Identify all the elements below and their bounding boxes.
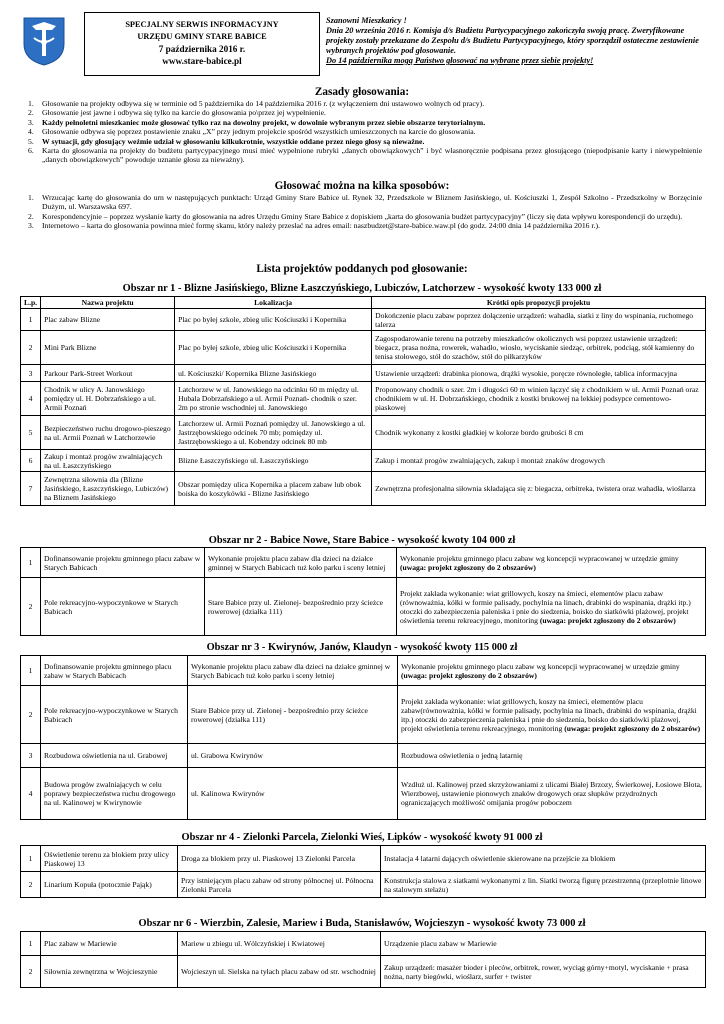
description-text: Projekt zakłada wykonanie: wiat grillowych, koszy na śmieci, elementów placu zabaw(równoważnia, kółki w formie palisady, pochylnia na linach, drabinki do wspinania, drążki itp.) otoczki do zabezpieczenia paleniska i pnie do siedzenia, boisko do siatkówki plażowej, projekt oświetlenia terenu rekreacyjnego, monitoring (401, 696, 697, 733)
way-item: 1. Wrzucając kartę do głosowania do urn w następujących punktach: Urząd Gminy Stare Babice ul. Rynek 32, Przedszkole w Bliznem Jasińskiego, ul. Kościuszki 1, Zespół Szkolno - Przedszkolny w Borzęcinie Dużym, ul. Warszawska 697. (28, 193, 702, 212)
row-number: 1 (21, 548, 41, 578)
description-text: Zewnętrzna profesjonalna siłownia składająca się z: biegacza, orbitreka, twistera oraz wahadła, wioślarza (375, 484, 696, 493)
project-location: Wykonanie projektu placu zabaw dla dzieci na działce gminnej w Starych Babicach tuż koło parku i sceny letniej (205, 548, 397, 578)
project-location: ul. Kalinowa Kwirynów (188, 768, 398, 820)
ways-list (28, 193, 702, 231)
rule-item: 5. W sytuacji, gdy głosujący weźmie udział w głosowaniu kilkukrotnie, wszystkie oddane przez niego głosy są nieważne. (28, 136, 425, 146)
project-location: Latchorzew ul. Armii Poznań pomiędzy ul. Janowskiego a ul. Jastrzębowskiego odcinek 70 mb; pomiędzy ul. Jastrzębowskiego a ul. Kobendzy odcinek 80 mb (175, 416, 372, 450)
project-description (398, 656, 706, 686)
rules-title: Zasady głosowania: (314, 86, 410, 98)
project-name: Oświetlenie terenu za blokiem przy ulicy Piaskowej 13 (41, 846, 178, 872)
rule-item: 3. Każdy pełnoletni mieszkaniec może głosować tylko raz na dowolny projekt, w dowolnie wybranym przez siebie obszarze terytorialnym. (28, 117, 486, 127)
row-number: 7 (21, 472, 41, 506)
area-4-table (20, 845, 706, 898)
project-description (398, 686, 706, 744)
project-name: Siłownia zewnętrzna w Wojcieszynie (41, 956, 178, 988)
row-number: 2 (21, 872, 41, 898)
ways-title: Głosować można na kilka sposobów: (274, 180, 450, 192)
project-description (381, 932, 706, 956)
description-note: (uwaga: projekt zgłoszony do 2 obszarów) (564, 723, 701, 733)
description-note: (uwaga: projekt zgłoszony do 2 obszarów) (401, 670, 537, 680)
area-6-table (20, 931, 706, 988)
project-name: Plac zabaw w Mariewie (41, 932, 178, 956)
project-description (398, 744, 706, 768)
row-number: 2 (21, 686, 41, 744)
description-text: Zagospodarowanie terenu na potrzeby mieszkańców okolicznych wsi poprzez ustawienie urządzeń: biegacz, prasa nożna, rowerek, wahadło, wiosło, wyciskanie siedząc, orbitrek, podciąg, stół kamienny do tenisa stołowego, stół do szachów, stół do piłkarzyków (375, 334, 695, 361)
area-6-title: Obszar nr 6 - Wierzbin, Zalesie, Mariew i Buda, Stanisławów, Wojcieszyn - wysokość kwoty 73 000 zł (138, 918, 586, 929)
project-location: Stare Babice przy ul. Zielonej - bezpośrednio przy ścieżce rowerowej (działka 111) (188, 686, 398, 744)
project-name: Linarium Kopuła (potocznie Pająk) (41, 872, 178, 898)
table-row (21, 309, 706, 331)
description-text: Ustawienie urządzeń: drabinka pionowa, drążki wysokie, poręcze równoległe, tablica informacyjna (375, 368, 678, 378)
area-4-title: Obszar nr 4 - Zielonki Parcela, Zielonki Wieś, Lipków - wysokość kwoty 91 000 zł (181, 832, 543, 843)
description-text: Konstrukcja stalowa z siatkami wykonanymi z lin. Siatki tworzą figurę przestrzenną (przeplotnie linowe na stalowym stelażu) (384, 875, 702, 894)
project-name: Pole rekreacyjno-wypoczynkowe w Starych Babicach (41, 578, 205, 636)
table-row (21, 382, 706, 416)
rule-item: 4. Głosowanie odbywa się poprzez postawienie znaku „X” przy jednym projekcie spośród wszystkich umieszczonych na karcie do głosowania. (28, 127, 476, 137)
description-text: Wykonanie projektu gminnego placu zabaw wg koncepcji wypracowanej w urzędzie gminy (401, 661, 680, 671)
row-number: 1 (21, 656, 41, 686)
area-3-table (20, 655, 706, 820)
header-date: 7 października 2016 r. (158, 44, 246, 54)
project-description (398, 768, 706, 820)
col-header-location: Lokalizacja (175, 297, 372, 309)
table-row (21, 872, 706, 898)
project-description (372, 450, 706, 472)
row-number: 2 (21, 578, 41, 636)
table-row (21, 744, 706, 768)
project-description (381, 846, 706, 872)
project-location: Obszar pomiędzy ulica Kopernika a placem zabaw lub obok boiska do koszykówki - Blizne Jasińskiego (175, 472, 372, 506)
rule-item: 2. Głosowanie jest jawne i odbywa się tylko na karcie do głosowania po\przez jej wypełnienie. (28, 108, 326, 118)
project-description (372, 472, 706, 506)
table-row (21, 331, 706, 365)
way-item: 2. Korespondencyjnie – poprzez wysłanie karty do głosowania na adres Urzędu Gminy Stare Babice z dopiskiem „karta do głosowania budżet partycypacyjny” (liczy się data wpływu korespondencji do urzędu). (28, 211, 683, 221)
rules-list (28, 99, 702, 165)
way-item: 3. Internetowo – karta do głosowania powinna mieć formę skanu, który należy przesłać na adres email: naszbudzet@stare-babice.waw.pl (do godz. 24:00 dnia 14 października 2016 r.). (28, 221, 600, 231)
notice-deadline: Do 14 października mogą Państwo głosować na wybrane przez siebie projekty! (326, 56, 594, 65)
project-name: Mini Park Blizne (41, 331, 175, 365)
project-location: Wykonanie projektu placu zabaw dla dzieci na działce gminnej w Starych Babicach tuż koło parku i sceny letniej (188, 656, 398, 686)
project-description (372, 365, 706, 382)
project-location: Plac po byłej szkole, zbieg ulic Kościuszki i Kopernika (175, 331, 372, 365)
row-number: 4 (21, 768, 41, 820)
table-row (21, 548, 706, 578)
project-name: Dofinansowanie projektu gminnego placu zabaw w Starych Babicach (41, 548, 205, 578)
description-text: Dokończenie placu zabaw poprzez dołączenie urządzeń: wahadła, siatki z liny do wspinania, ruchomego talerza (375, 310, 694, 329)
description-text: Zakup urządzeń: masażer bioder i pleców, orbitrek, rower, wyciąg górny+motyl, wyciskanie + prasa nożna, narty biegówki, wioślarz, surfer + twister (384, 962, 689, 981)
project-location: Blizne Łaszczyńskiego ul. Łaszczyńskiego (175, 450, 372, 472)
project-name: Bezpieczeństwo ruchu drogowo-pieszego na ul. Armii Poznań w Latchorzewie (41, 416, 175, 450)
header-website: www.stare-babice.pl (162, 56, 242, 66)
description-text: Chodnik wykonany z kostki gładkiej w kolorze bordo grubości 8 cm (375, 428, 584, 437)
description-text: Wykonanie projektu gminnego placu zabaw wg koncepcji wypracowanej w urzędzie gminy (400, 553, 679, 563)
area-2-table (20, 547, 706, 636)
project-description (372, 331, 706, 365)
description-text: Projekt zakłada wykonanie: wiat grillowych, koszy na śmieci, elementów placu zabaw (równoważnia, kółki w formie palisady, pochylnia na linach, drabinki do wspinania, drążki itp.) otoczki do zabezpieczenia paleniska i pnie do siedzenia, boisko do siatkówki plażowej, projekt oświetlenia terenu rekreacyjnego, monitoring (400, 588, 691, 625)
project-location: Droga za blokiem przy ul. Piaskowej 13 Zielonki Parcela (178, 846, 381, 872)
project-description (381, 956, 706, 988)
project-name: Zakup i montaż progów zwalniających na ul. Łaszczyńskiego (41, 450, 175, 472)
area-1-table (20, 296, 706, 506)
project-location: Plac po byłej szkole, zbieg ulic Kościuszki i Kopernika (175, 309, 372, 331)
row-number: 1 (21, 309, 41, 331)
project-name: Parkour Park-Street Workout (41, 365, 175, 382)
description-text: Urządzenie placu zabaw w Mariewie (384, 939, 497, 948)
row-number: 1 (21, 846, 41, 872)
area-1-title: Obszar nr 1 - Blizne Jasińskiego, Blizne Łaszczyńskiego, Lubiczów, Latchorzew - wysokość kwoty 133 000 zł (122, 283, 602, 294)
row-number: 3 (21, 744, 41, 768)
area-2-title: Obszar nr 2 - Babice Nowe, Stare Babice - wysokość kwoty 104 000 zł (208, 535, 516, 546)
project-description (381, 872, 706, 898)
col-header-name: Nazwa projektu (41, 297, 175, 309)
table-row (21, 450, 706, 472)
area-3-title: Obszar nr 3 - Kwirynów, Janów, Klaudyn - wysokość kwoty 115 000 zł (206, 642, 518, 653)
description-text: Zakup i montaż progów zwalniających, zakup i montaż znaków drogowych (375, 456, 605, 465)
description-note: (uwaga: projekt zgłoszony do 2 obszarów) (400, 562, 536, 572)
row-number: 6 (21, 450, 41, 472)
project-name: Zewnętrzna siłownia dla (Blizne Jasińskiego, Łaszczyńskiego, Lubiczów) na Bliznem Jasińskiego (41, 472, 175, 506)
table-row (21, 686, 706, 744)
title-box (84, 12, 320, 76)
project-location: Latchorzew w ul. Janowskiego na odcinku 60 m między ul. Hubala Dobrzańskiego a ul. Armii Poznań- chodnik o szer. 2m po stronie wschodniej ul. Janowskiego (175, 382, 372, 416)
table-row (21, 956, 706, 988)
table-row (21, 472, 706, 506)
description-text: Proponowany chodnik o szer. 2m i długości 60 m winien łączyć się z chodnikiem w ul. Armii Poznań oraz chodnikiem w ul. H. Dobrzańskiego, chodnik z kostki brukowej na lekkiej podsypce cementowo-piaskowej (375, 385, 699, 412)
row-number: 1 (21, 932, 41, 956)
project-location: Przy istniejącym placu zabaw od strony północnej ul. Północna Zielonki Parcela (178, 872, 381, 898)
project-description (372, 309, 706, 331)
table-row (21, 416, 706, 450)
description-text: Wzdłuż ul. Kalinowej przed skrzyżowaniami z ulicami Białej Brzozy, Świerkowej, Łosiowe Błota, Wierzbowej, ustawienie pionowych znaków drogowych oraz słupków przydrożnych ograniczających możliwość omijania progów poboczem (401, 780, 702, 807)
table-row (21, 846, 706, 872)
table-row (21, 768, 706, 820)
rule-item: 1. Głosowanie na projekty odbywa się w terminie od 5 października do 14 października 2016 r. (z wyłączeniem dni ustawowo wolnych od pracy). (28, 99, 485, 108)
row-number: 4 (21, 382, 41, 416)
project-name: Rozbudowa oświetlenia na ul. Grabowej (41, 744, 188, 768)
coat-of-arms-icon (22, 16, 66, 66)
header-line-2: URZĘDU GMINY STARE BABICE (137, 32, 267, 41)
description-text: Rozbudowa oświetlenia o jedną latarnię (401, 751, 523, 760)
notice-body: Dnia 20 września 2016 r. Komisja d/s Budżetu Partycypacyjnego zakończyła swoją pracę. Zweryfikowane projekty zostały przekazane do Zespołu d/s Budżetu Partycypacyjnego, który sporządził ostateczne zestawienie wybranych projektów pod głosowanie. (326, 26, 699, 55)
table-row (21, 365, 706, 382)
project-name: Pole rekreacyjno-wypoczynkowe w Starych Babicach (41, 686, 188, 744)
table-header-row (21, 297, 706, 309)
project-location: Stare Babice przy ul. Zielonej- bezpośrednio przy ścieżce rowerowej (działka 111) (205, 578, 397, 636)
table-row (21, 932, 706, 956)
table-row (21, 656, 706, 686)
notice-greeting: Szanowni Mieszkańcy ! (326, 16, 407, 25)
col-header-description: Krótki opis propozycji projektu (372, 297, 706, 309)
row-number: 3 (21, 365, 41, 382)
project-name: Chodnik w ulicy A. Janowskiego pomiędzy ul. H. Dobrzańskiego a ul. Armii Poznań (41, 382, 175, 416)
header (20, 12, 706, 76)
row-number: 5 (21, 416, 41, 450)
project-location: ul. Kościuszki/ Kopernika Blizne Jasińskiego (175, 365, 372, 382)
project-name: Plac zabaw Blizne (41, 309, 175, 331)
project-location: Mariew u zbiegu ul. Wólczyńskiej i Kwiatowej (178, 932, 381, 956)
table-row (21, 578, 706, 636)
row-number: 2 (21, 331, 41, 365)
notice (326, 16, 710, 66)
description-note: (uwaga: projekt zgłoszony do 2 obszarów) (539, 615, 676, 625)
project-location: ul. Grabowa Kwirynów (188, 744, 398, 768)
header-line-1: SPECJALNY SERWIS INFORMACYJNY (125, 20, 279, 29)
rule-item: 6. Karta do głosowania na projekty do budżetu partycypacyjnego musi mieć wypełnione rubryki „danych obowiązkowych” i być własnoręcznie podpisana przez głosującego (niepodpisanie karty i niewypełnienie „danych obowiązkowych” powoduje uznanie głosu za nieważny). (28, 146, 702, 165)
project-description (397, 548, 706, 578)
description-text: Instalacja 4 latarni dających oświetlenie skierowane na przejście za blokiem (384, 854, 616, 863)
project-description (397, 578, 706, 636)
project-description (372, 382, 706, 416)
list-title: Lista projektów poddanych pod głosowanie: (256, 263, 468, 275)
project-location: Wojcieszyn ul. Sielska na tyłach placu zabaw od str. wschodniej (178, 956, 381, 988)
project-name: Dofinansowanie projektu gminnego placu zabaw w Starych Babicach (41, 656, 188, 686)
project-description (372, 416, 706, 450)
row-number: 2 (21, 956, 41, 988)
col-header-lp: L.p. (21, 297, 41, 309)
project-name: Budowa progów zwalniających w celu poprawy bezpieczeństwa ruchu drogowego na ul. Kalinowej w Kwirynowie (41, 768, 188, 820)
